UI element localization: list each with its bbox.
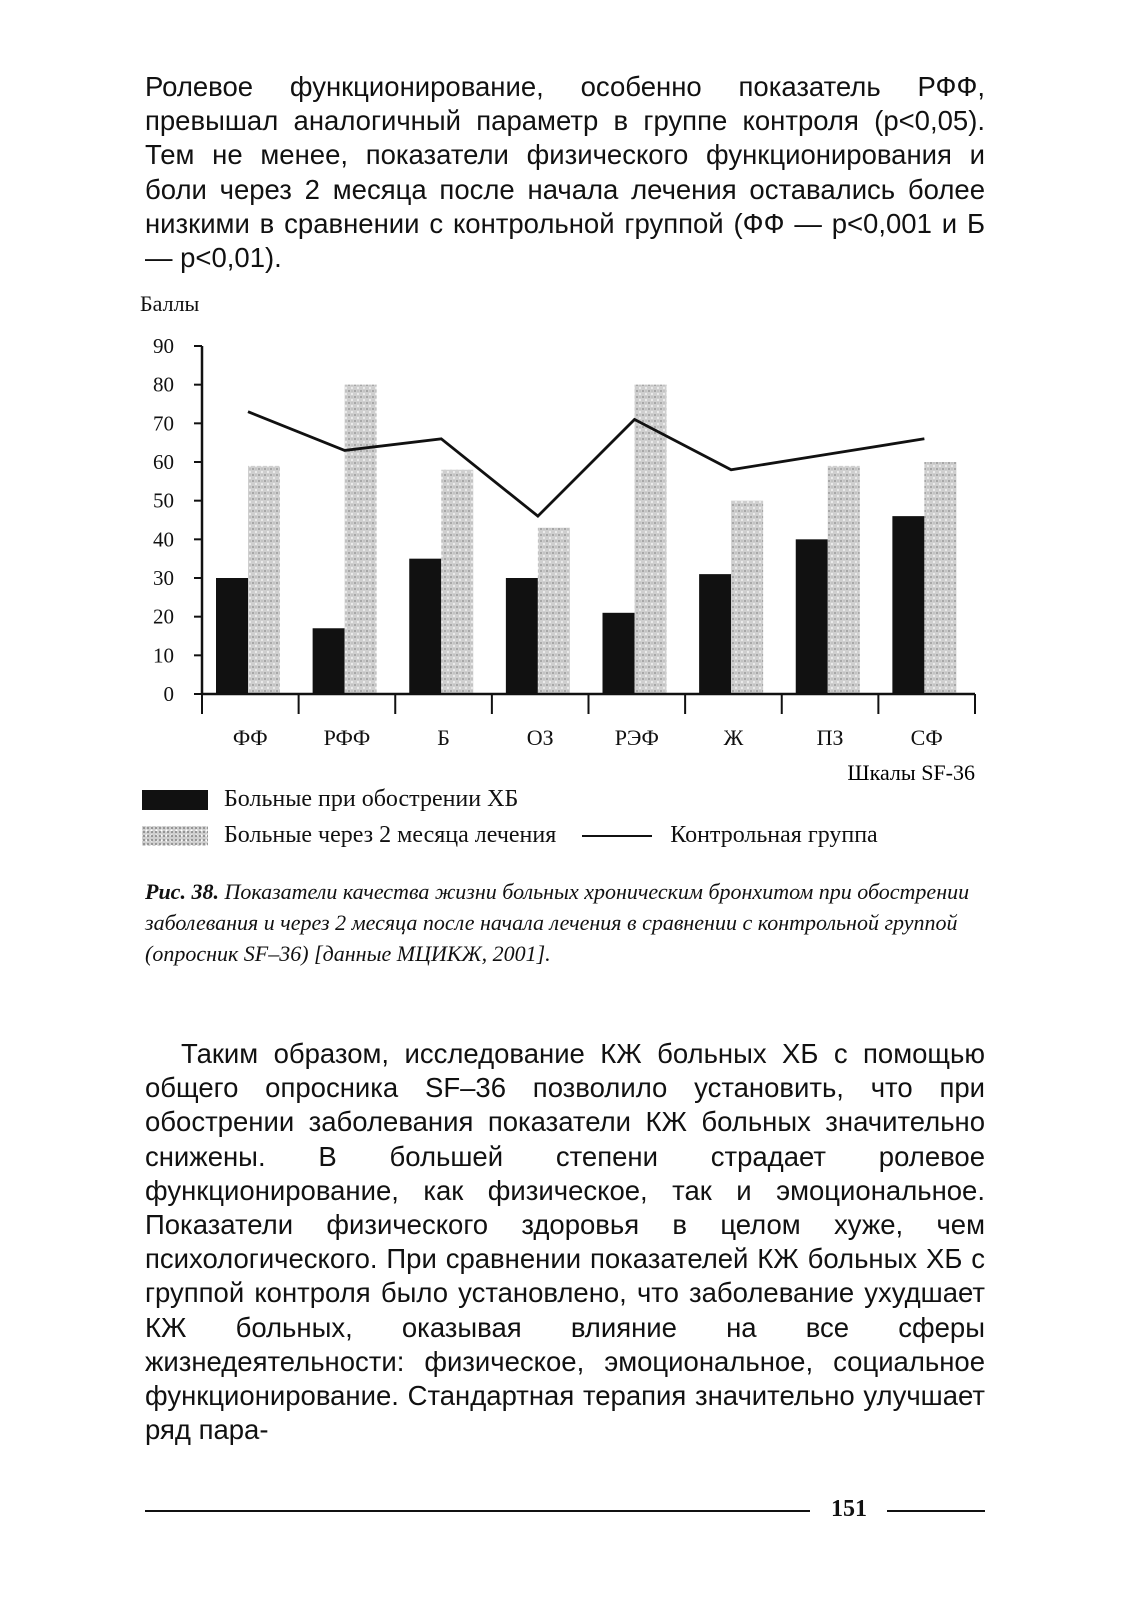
bar-after-treatment	[635, 385, 667, 694]
page-number: 151	[831, 1496, 867, 1522]
y-tick-label: 40	[153, 527, 174, 552]
y-tick-label: 50	[153, 488, 174, 513]
footer-rule-right	[887, 1510, 985, 1512]
bar-exacerbation	[892, 516, 924, 694]
bar-after-treatment	[441, 470, 473, 694]
bar-after-treatment	[345, 385, 377, 694]
x-tick-label: ОЗ	[526, 725, 554, 750]
conclusion-paragraph	[145, 1037, 985, 1447]
x-tick-label: Б	[437, 725, 450, 750]
legend-label-after-treatment: Больные через 2 месяца лечения	[224, 822, 557, 848]
bar-exacerbation	[603, 613, 635, 694]
conclusion-text: Таким образом, исследование КЖ больных ХБ с помощью общего опросника SF–36 позволило установить, что при обострении заболевания показатели КЖ больных значительно снижены. В большей степени страдает ролевое функционирование, как физическое, так и эмоциональное. Показатели физического здоровья в целом хуже, чем психологического. При сравнении показателей КЖ больных ХБ с группой контроля было установлено, что заболевание ухудшает КЖ больных, оказывая влияние на все сферы жизнедеятельности: физическое, эмоциональное, социальное функционирование. Стандартная терапия значительно улучшает ряд пара-	[145, 1038, 985, 1446]
y-tick-label: 70	[153, 411, 174, 436]
x-tick-label: РЭФ	[614, 725, 659, 750]
legend-label-exacerbation: Больные при обострении ХБ	[224, 786, 519, 812]
bar-exacerbation	[506, 578, 538, 694]
x-tick-label: ФФ	[232, 725, 268, 750]
legend-swatch-line	[582, 835, 652, 837]
x-tick-label: РФФ	[323, 725, 371, 750]
y-tick-label: 90	[153, 334, 174, 358]
legend-swatch-black	[142, 790, 208, 810]
x-tick-label: СФ	[910, 725, 943, 750]
y-tick-label: 20	[153, 604, 174, 629]
intro-text: Ролевое функционирование, особенно показатель РФФ, превышал аналогичный параметр в группе контроля (p<0,05). Тем не менее, показатели физического функционирования и боли через 2 месяца после начала лечения оставались более низкими в сравнении с контрольной группой (ФФ — p<0,001 и Б — p<0,01).	[145, 71, 985, 274]
legend-item-exacerbation	[142, 786, 518, 813]
bar-after-treatment	[731, 501, 763, 694]
legend-swatch-stippled	[142, 826, 208, 846]
bar-exacerbation	[409, 559, 441, 694]
chart-x-axis-label: Шкалы SF-36	[847, 760, 975, 785]
legend-label-control: Контрольная группа	[670, 822, 878, 848]
y-tick-label: 0	[163, 682, 174, 706]
bar-after-treatment	[924, 462, 956, 694]
bar-after-treatment	[828, 466, 860, 694]
x-tick-label: ПЗ	[816, 725, 844, 750]
y-tick-label: 30	[153, 566, 174, 590]
y-tick-label: 60	[153, 450, 174, 474]
page-footer	[145, 1496, 985, 1536]
bar-exacerbation	[313, 628, 345, 694]
chart-y-axis-label: Баллы	[140, 291, 200, 316]
figure-caption	[145, 876, 985, 969]
legend-item-after-treatment	[142, 822, 878, 849]
y-tick-label: 10	[153, 643, 174, 668]
figure-caption-text: Показатели качества жизни больных хроническим бронхитом при обострении заболевания и через 2 месяца после начала лечения в сравнении с контрольной группой (опросник SF–36) [данные МЦИКЖ, 2001].	[145, 879, 970, 966]
bar-exacerbation	[699, 574, 731, 694]
y-tick-label: 80	[153, 372, 174, 397]
x-tick-label: Ж	[723, 725, 744, 750]
footer-rule-left	[145, 1510, 810, 1512]
bar-after-treatment	[248, 466, 280, 694]
bar-exacerbation	[216, 578, 248, 694]
bar-exacerbation	[796, 539, 828, 694]
bar-after-treatment	[538, 528, 570, 694]
figure-number: Рис. 38.	[145, 879, 219, 904]
